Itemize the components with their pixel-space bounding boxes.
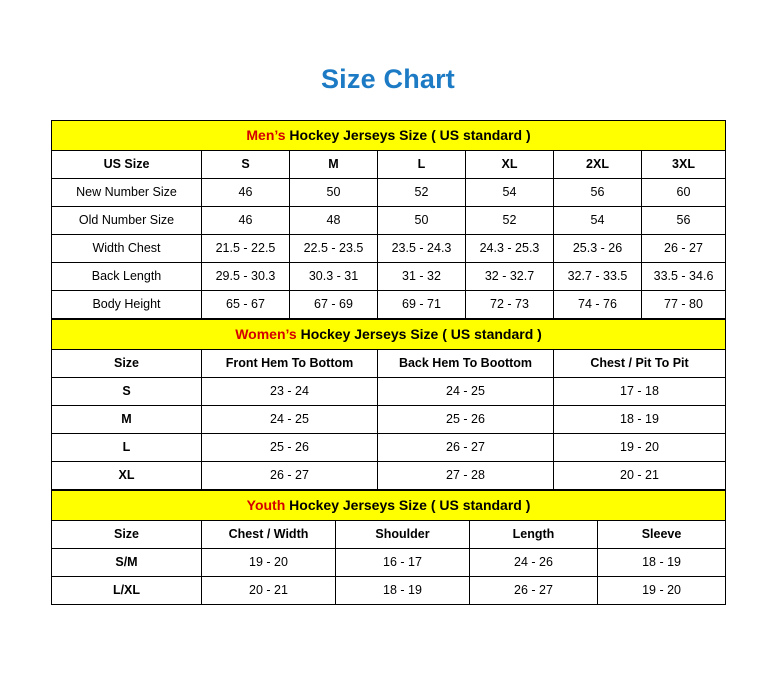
table-header-row xyxy=(52,151,726,179)
womens-col-header: Front Hem To Bottom xyxy=(202,350,378,378)
mens-cell: 60 xyxy=(642,179,726,207)
mens-cell: 33.5 - 34.6 xyxy=(642,263,726,291)
womens-row-label: S xyxy=(52,378,202,406)
youth-cell: 18 - 19 xyxy=(336,577,470,605)
youth-banner xyxy=(52,491,726,521)
womens-cell: 25 - 26 xyxy=(378,406,554,434)
womens-col-header: Chest / Pit To Pit xyxy=(554,350,726,378)
womens-row-label: XL xyxy=(52,462,202,490)
womens-banner-rest: Hockey Jerseys Size ( US standard ) xyxy=(296,326,542,343)
mens-col-header: L xyxy=(378,151,466,179)
table-header-row xyxy=(52,521,726,549)
page-title: Size Chart xyxy=(320,64,456,94)
youth-col-header: Chest / Width xyxy=(202,521,336,549)
mens-cell: 72 - 73 xyxy=(466,291,554,319)
mens-cell: 30.3 - 31 xyxy=(290,263,378,291)
womens-cell: 24 - 25 xyxy=(202,406,378,434)
womens-col-header: Size xyxy=(52,350,202,378)
mens-cell: 21.5 - 22.5 xyxy=(202,235,290,263)
table-banner-row xyxy=(52,121,726,151)
youth-cell: 16 - 17 xyxy=(336,549,470,577)
youth-banner-rest: Hockey Jerseys Size ( US standard ) xyxy=(285,497,531,514)
mens-col-header: XL xyxy=(466,151,554,179)
mens-size-table xyxy=(51,120,726,319)
mens-cell: 31 - 32 xyxy=(378,263,466,291)
womens-cell: 17 - 18 xyxy=(554,378,726,406)
mens-col-header: M xyxy=(290,151,378,179)
mens-cell: 32 - 32.7 xyxy=(466,263,554,291)
mens-row-label: Back Length xyxy=(52,263,202,291)
womens-cell: 27 - 28 xyxy=(378,462,554,490)
youth-size-table xyxy=(51,490,726,605)
mens-cell: 50 xyxy=(290,179,378,207)
youth-col-header: Sleeve xyxy=(598,521,726,549)
mens-cell: 74 - 76 xyxy=(554,291,642,319)
mens-cell: 54 xyxy=(466,179,554,207)
table-banner-row xyxy=(52,320,726,350)
table-row xyxy=(52,378,726,406)
mens-cell: 69 - 71 xyxy=(378,291,466,319)
mens-cell: 54 xyxy=(554,207,642,235)
table-row xyxy=(52,462,726,490)
mens-col-header: 2XL xyxy=(554,151,642,179)
mens-cell: 23.5 - 24.3 xyxy=(378,235,466,263)
mens-cell: 32.7 - 33.5 xyxy=(554,263,642,291)
mens-col-header: S xyxy=(202,151,290,179)
mens-cell: 48 xyxy=(290,207,378,235)
youth-cell: 26 - 27 xyxy=(470,577,598,605)
youth-cell: 19 - 20 xyxy=(202,549,336,577)
mens-banner-accent: Men’s xyxy=(246,127,286,144)
youth-cell: 19 - 20 xyxy=(598,577,726,605)
mens-cell: 22.5 - 23.5 xyxy=(290,235,378,263)
youth-cell: 24 - 26 xyxy=(470,549,598,577)
mens-cell: 46 xyxy=(202,179,290,207)
mens-cell: 67 - 69 xyxy=(290,291,378,319)
youth-cell: 18 - 19 xyxy=(598,549,726,577)
table-row xyxy=(52,291,726,319)
womens-row-label: L xyxy=(52,434,202,462)
womens-col-header: Back Hem To Boottom xyxy=(378,350,554,378)
mens-cell: 24.3 - 25.3 xyxy=(466,235,554,263)
mens-banner-rest: Hockey Jerseys Size ( US standard ) xyxy=(285,127,531,144)
mens-cell: 56 xyxy=(554,179,642,207)
table-row xyxy=(52,406,726,434)
womens-size-table xyxy=(51,319,726,490)
mens-banner xyxy=(52,121,726,151)
womens-cell: 24 - 25 xyxy=(378,378,554,406)
mens-cell: 56 xyxy=(642,207,726,235)
youth-col-header: Shoulder xyxy=(336,521,470,549)
youth-col-header: Length xyxy=(470,521,598,549)
mens-col-header: 3XL xyxy=(642,151,726,179)
mens-cell: 26 - 27 xyxy=(642,235,726,263)
mens-row-label: New Number Size xyxy=(52,179,202,207)
mens-cell: 29.5 - 30.3 xyxy=(202,263,290,291)
mens-row-label: Width Chest xyxy=(52,235,202,263)
youth-row-label: L/XL xyxy=(52,577,202,605)
womens-banner-accent: Women’s xyxy=(235,326,297,343)
womens-cell: 25 - 26 xyxy=(202,434,378,462)
youth-cell: 20 - 21 xyxy=(202,577,336,605)
table-row xyxy=(52,235,726,263)
mens-cell: 25.3 - 26 xyxy=(554,235,642,263)
womens-cell: 18 - 19 xyxy=(554,406,726,434)
table-row xyxy=(52,263,726,291)
table-row xyxy=(52,434,726,462)
womens-banner xyxy=(52,320,726,350)
mens-row-label: Body Height xyxy=(52,291,202,319)
mens-cell: 65 - 67 xyxy=(202,291,290,319)
womens-size-block xyxy=(51,319,725,490)
womens-cell: 26 - 27 xyxy=(202,462,378,490)
table-row xyxy=(52,549,726,577)
mens-size-block xyxy=(51,120,725,319)
womens-row-label: M xyxy=(52,406,202,434)
womens-cell: 19 - 20 xyxy=(554,434,726,462)
womens-cell: 23 - 24 xyxy=(202,378,378,406)
mens-cell: 52 xyxy=(378,179,466,207)
mens-col-header: US Size xyxy=(52,151,202,179)
size-tables-container xyxy=(51,120,725,605)
womens-cell: 20 - 21 xyxy=(554,462,726,490)
youth-row-label: S/M xyxy=(52,549,202,577)
table-row xyxy=(52,207,726,235)
table-banner-row xyxy=(52,491,726,521)
mens-cell: 52 xyxy=(466,207,554,235)
mens-cell: 46 xyxy=(202,207,290,235)
mens-cell: 77 - 80 xyxy=(642,291,726,319)
table-row xyxy=(52,179,726,207)
table-header-row xyxy=(52,350,726,378)
mens-row-label: Old Number Size xyxy=(52,207,202,235)
womens-cell: 26 - 27 xyxy=(378,434,554,462)
youth-size-block xyxy=(51,490,725,605)
table-row xyxy=(52,577,726,605)
mens-cell: 50 xyxy=(378,207,466,235)
youth-col-header: Size xyxy=(52,521,202,549)
youth-banner-accent: Youth xyxy=(246,497,286,514)
